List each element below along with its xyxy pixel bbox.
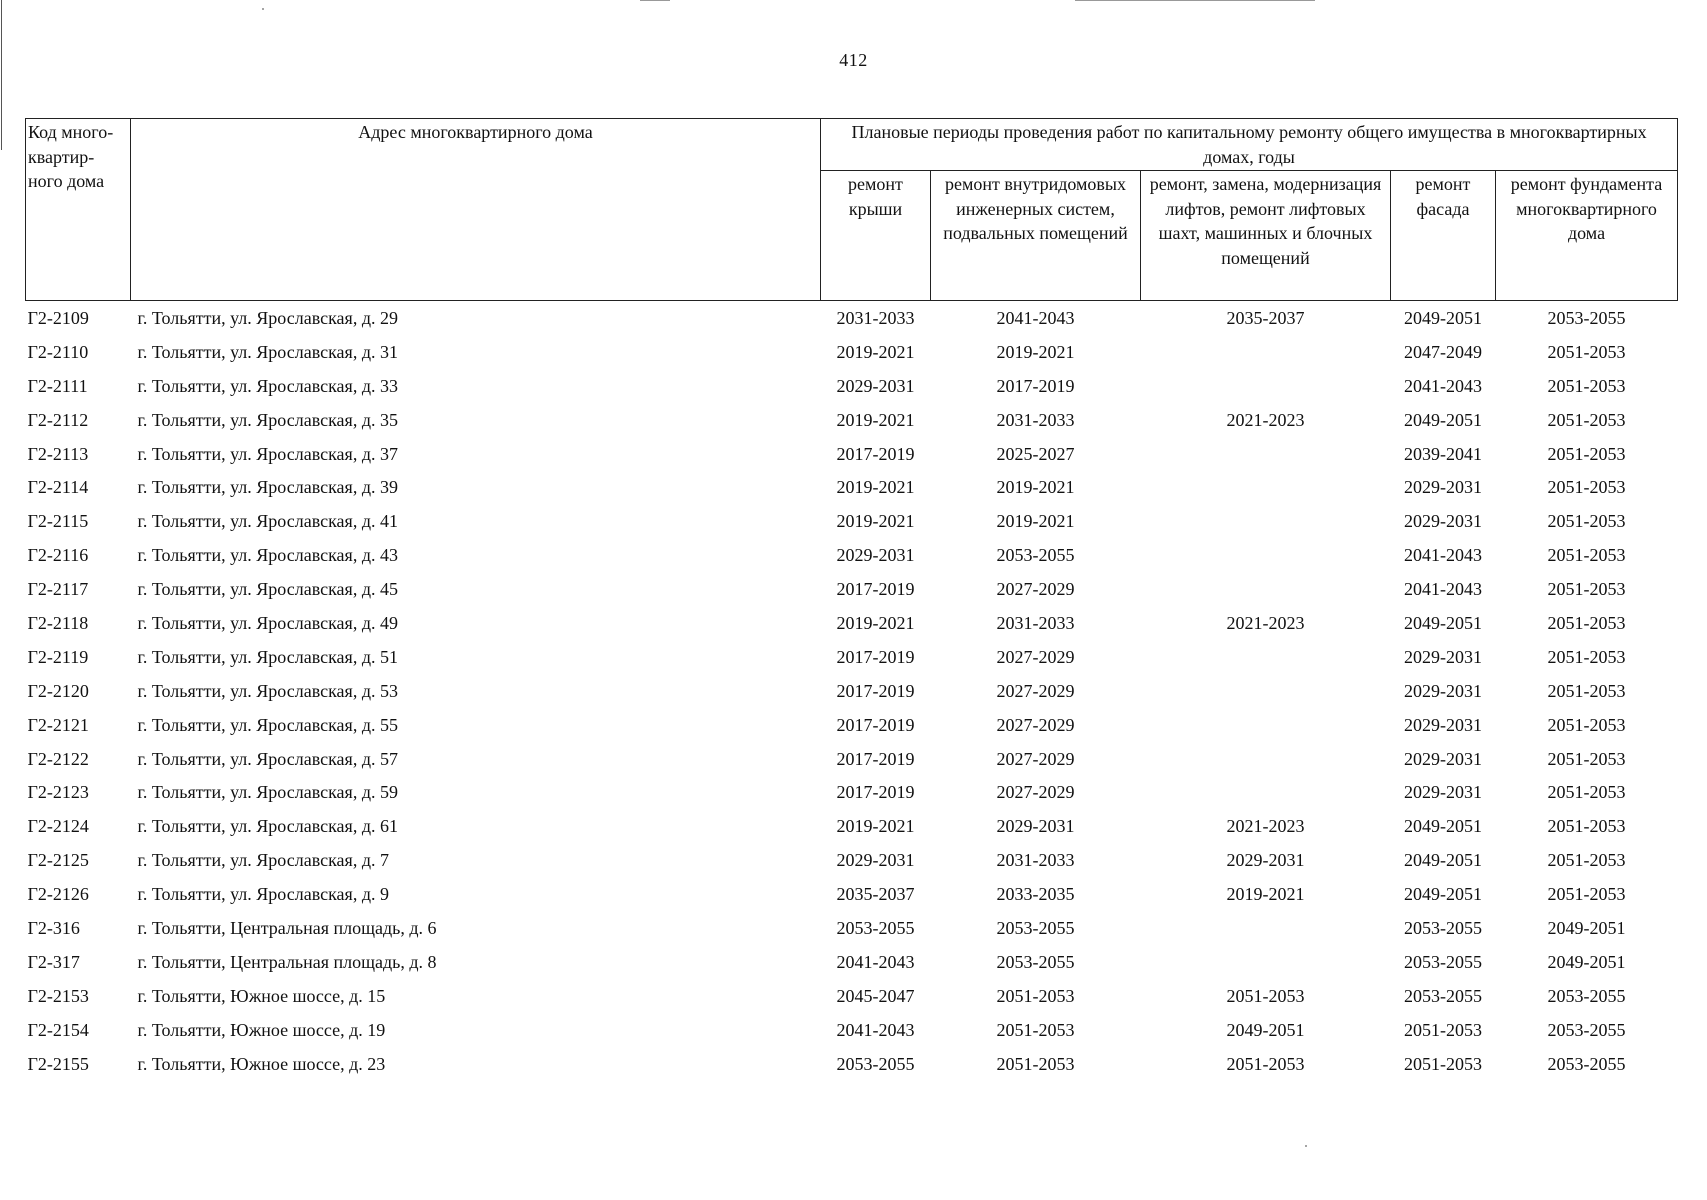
table-header [26, 119, 1678, 301]
header-roof: ремонт крыши [821, 171, 931, 301]
cell-foundation: 2051-2053 [1547, 579, 1626, 600]
cell-facade: 2047-2049 [1404, 341, 1482, 362]
cell-facade: 2053-2055 [1404, 951, 1482, 972]
cell-code: Г2-2126 [27, 884, 89, 905]
cell-systems: 2027-2029 [996, 680, 1075, 701]
cell-facade: 2051-2053 [1404, 1019, 1482, 1040]
cell-foundation: 2053-2055 [1547, 1053, 1626, 1074]
cell-address: г. Тольятти, Центральная площадь, д. 6 [137, 917, 437, 938]
cell-facade: 2041-2043 [1404, 375, 1482, 396]
cell-systems: 2029-2031 [996, 816, 1075, 837]
cell-roof: 2029-2031 [836, 850, 915, 871]
cell-lifts: 2021-2023 [1226, 409, 1305, 430]
table-row [26, 742, 1678, 776]
cell-systems: 2019-2021 [996, 341, 1075, 362]
cell-systems: 2027-2029 [996, 782, 1075, 803]
cell-roof: 2019-2021 [836, 511, 915, 532]
cell-roof: 2017-2019 [836, 782, 915, 803]
header-systems: ремонт внутридомовых инженерных систем, подвальных помещений [931, 171, 1141, 301]
cell-address: г. Тольятти, ул. Ярославская, д. 59 [137, 782, 398, 803]
cell-address: г. Тольятти, ул. Ярославская, д. 33 [137, 375, 398, 396]
table-row [26, 708, 1678, 742]
cell-systems: 2017-2019 [996, 375, 1075, 396]
table-row [26, 538, 1678, 572]
cell-systems: 2027-2029 [996, 714, 1075, 735]
cell-roof: 2019-2021 [836, 477, 915, 498]
cell-facade: 2049-2051 [1404, 409, 1482, 430]
cell-code: Г2-2116 [27, 545, 89, 566]
cell-address: г. Тольятти, ул. Ярославская, д. 57 [137, 748, 398, 769]
cell-facade: 2029-2031 [1404, 748, 1482, 769]
cell-code: Г2-317 [27, 951, 80, 972]
cell-address: г. Тольятти, Центральная площадь, д. 8 [137, 951, 437, 972]
cell-roof: 2019-2021 [836, 341, 915, 362]
cell-foundation: 2051-2053 [1547, 409, 1626, 430]
cell-foundation: 2051-2053 [1547, 748, 1626, 769]
cell-code: Г2-2117 [27, 579, 89, 600]
cell-lifts [1141, 504, 1391, 538]
cell-roof: 2017-2019 [836, 443, 915, 464]
cell-lifts: 2035-2037 [1226, 307, 1305, 328]
cell-facade: 2053-2055 [1404, 985, 1482, 1006]
cell-facade: 2049-2051 [1404, 884, 1482, 905]
scan-speck [1305, 1145, 1307, 1147]
cell-code: Г2-2125 [27, 850, 89, 871]
cell-code: Г2-2111 [27, 375, 88, 396]
cell-systems: 2031-2033 [996, 612, 1075, 633]
cell-facade: 2049-2051 [1404, 612, 1482, 633]
cell-roof: 2041-2043 [836, 1019, 915, 1040]
cell-lifts [1141, 674, 1391, 708]
cell-systems: 2031-2033 [996, 850, 1075, 871]
cell-code: Г2-2153 [27, 985, 89, 1006]
cell-foundation: 2053-2055 [1547, 307, 1626, 328]
cell-facade: 2051-2053 [1404, 1053, 1482, 1074]
cell-systems: 2053-2055 [996, 917, 1075, 938]
cell-lifts: 2029-2031 [1226, 850, 1305, 871]
cell-foundation: 2051-2053 [1547, 443, 1626, 464]
cell-systems: 2051-2053 [996, 1053, 1075, 1074]
cell-address: г. Тольятти, ул. Ярославская, д. 39 [137, 477, 398, 498]
cell-systems: 2053-2055 [996, 545, 1075, 566]
table-body [26, 301, 1678, 1081]
cell-facade: 2049-2051 [1404, 850, 1482, 871]
cell-systems: 2051-2053 [996, 1019, 1075, 1040]
scan-edge-line [1, 0, 2, 150]
scan-speck [262, 8, 264, 10]
cell-lifts [1141, 335, 1391, 369]
cell-address: г. Тольятти, ул. Ярославская, д. 29 [137, 307, 398, 328]
cell-roof: 2019-2021 [836, 612, 915, 633]
cell-foundation: 2053-2055 [1547, 1019, 1626, 1040]
cell-address: г. Тольятти, ул. Ярославская, д. 35 [137, 409, 398, 430]
cell-code: Г2-2112 [27, 409, 89, 430]
table-row [26, 403, 1678, 437]
cell-lifts [1141, 708, 1391, 742]
cell-roof: 2029-2031 [836, 375, 915, 396]
table-row [26, 572, 1678, 606]
cell-foundation: 2051-2053 [1547, 850, 1626, 871]
cell-roof: 2041-2043 [836, 951, 915, 972]
header-planned-periods: Плановые периоды проведения работ по капитальному ремонту общего имущества в многоквартирных домах, годы [821, 119, 1678, 171]
cell-roof: 2019-2021 [836, 816, 915, 837]
cell-lifts [1141, 572, 1391, 606]
cell-code: Г2-2113 [27, 443, 89, 464]
cell-lifts [1141, 538, 1391, 572]
cell-roof: 2017-2019 [836, 579, 915, 600]
cell-address: г. Тольятти, ул. Ярославская, д. 55 [137, 714, 398, 735]
cell-address: г. Тольятти, ул. Ярославская, д. 61 [137, 816, 398, 837]
table-row [26, 945, 1678, 979]
cell-code: Г2-2114 [27, 477, 89, 498]
cell-roof: 2017-2019 [836, 748, 915, 769]
cell-code: Г2-2123 [27, 782, 89, 803]
table-row [26, 437, 1678, 471]
cell-facade: 2053-2055 [1404, 917, 1482, 938]
cell-foundation: 2051-2053 [1547, 375, 1626, 396]
cell-foundation: 2051-2053 [1547, 884, 1626, 905]
cell-code: Г2-316 [27, 917, 80, 938]
cell-facade: 2049-2051 [1404, 816, 1482, 837]
cell-foundation: 2051-2053 [1547, 714, 1626, 735]
scan-artifact [1075, 0, 1315, 1]
cell-foundation: 2051-2053 [1547, 477, 1626, 498]
cell-foundation: 2051-2053 [1547, 612, 1626, 633]
table-row [26, 1013, 1678, 1047]
cell-foundation: 2051-2053 [1547, 816, 1626, 837]
cell-systems: 2053-2055 [996, 951, 1075, 972]
cell-lifts: 2049-2051 [1226, 1019, 1305, 1040]
table-row [26, 470, 1678, 504]
table-row [26, 911, 1678, 945]
cell-address: г. Тольятти, ул. Ярославская, д. 7 [137, 850, 389, 871]
cell-address: г. Тольятти, ул. Ярославская, д. 31 [137, 341, 398, 362]
cell-roof: 2019-2021 [836, 409, 915, 430]
header-code: Код много-квартир-ного дома [26, 119, 131, 301]
cell-roof: 2035-2037 [836, 884, 915, 905]
table-row [26, 640, 1678, 674]
header-foundation: ремонт фундамента многоквартирного дома [1496, 171, 1678, 301]
cell-roof: 2053-2055 [836, 917, 915, 938]
capital-repair-table [25, 118, 1678, 1080]
table-row [26, 606, 1678, 640]
cell-address: г. Тольятти, ул. Ярославская, д. 9 [137, 884, 389, 905]
cell-roof: 2017-2019 [836, 680, 915, 701]
cell-code: Г2-2124 [27, 816, 89, 837]
cell-lifts: 2051-2053 [1226, 985, 1305, 1006]
header-address: Адрес многоквартирного дома [131, 119, 821, 301]
cell-facade: 2029-2031 [1404, 646, 1482, 667]
cell-lifts [1141, 369, 1391, 403]
table-row [26, 1047, 1678, 1081]
table-row [26, 843, 1678, 877]
cell-code: Г2-2110 [27, 341, 89, 362]
cell-foundation: 2049-2051 [1547, 951, 1626, 972]
cell-systems: 2027-2029 [996, 579, 1075, 600]
cell-foundation: 2053-2055 [1547, 985, 1626, 1006]
cell-roof: 2017-2019 [836, 714, 915, 735]
cell-facade: 2029-2031 [1404, 782, 1482, 803]
cell-address: г. Тольятти, ул. Ярославская, д. 53 [137, 680, 398, 701]
cell-address: г. Тольятти, ул. Ярославская, д. 51 [137, 646, 398, 667]
cell-facade: 2029-2031 [1404, 714, 1482, 735]
cell-facade: 2039-2041 [1404, 443, 1482, 464]
cell-roof: 2031-2033 [836, 307, 915, 328]
cell-systems: 2033-2035 [996, 884, 1075, 905]
cell-address: г. Тольятти, Южное шоссе, д. 23 [137, 1053, 386, 1074]
cell-facade: 2029-2031 [1404, 477, 1482, 498]
scan-artifact [640, 0, 670, 1]
cell-code: Г2-2109 [27, 307, 89, 328]
cell-code: Г2-2120 [27, 680, 89, 701]
cell-foundation: 2051-2053 [1547, 511, 1626, 532]
cell-code: Г2-2121 [27, 714, 89, 735]
cell-systems: 2019-2021 [996, 511, 1075, 532]
cell-foundation: 2051-2053 [1547, 782, 1626, 803]
cell-facade: 2041-2043 [1404, 579, 1482, 600]
cell-systems: 2031-2033 [996, 409, 1075, 430]
cell-roof: 2045-2047 [836, 985, 915, 1006]
cell-foundation: 2051-2053 [1547, 680, 1626, 701]
cell-lifts: 2051-2053 [1226, 1053, 1305, 1074]
cell-lifts: 2019-2021 [1226, 884, 1305, 905]
cell-code: Г2-2119 [27, 646, 89, 667]
cell-lifts [1141, 775, 1391, 809]
cell-systems: 2027-2029 [996, 646, 1075, 667]
cell-address: г. Тольятти, ул. Ярославская, д. 49 [137, 612, 398, 633]
cell-systems: 2019-2021 [996, 477, 1075, 498]
cell-lifts [1141, 945, 1391, 979]
cell-roof: 2053-2055 [836, 1053, 915, 1074]
table-row [26, 504, 1678, 538]
cell-lifts [1141, 640, 1391, 674]
cell-address: г. Тольятти, Южное шоссе, д. 19 [137, 1019, 386, 1040]
cell-foundation: 2051-2053 [1547, 545, 1626, 566]
table-row [26, 775, 1678, 809]
cell-address: г. Тольятти, ул. Ярославская, д. 41 [137, 511, 398, 532]
cell-code: Г2-2155 [27, 1053, 89, 1074]
table-row [26, 335, 1678, 369]
cell-address: г. Тольятти, ул. Ярославская, д. 37 [137, 443, 398, 464]
cell-lifts [1141, 742, 1391, 776]
cell-code: Г2-2118 [27, 612, 89, 633]
page-number: 412 [839, 50, 868, 70]
cell-facade: 2029-2031 [1404, 511, 1482, 532]
cell-roof: 2017-2019 [836, 646, 915, 667]
cell-address: г. Тольятти, ул. Ярославская, д. 43 [137, 545, 398, 566]
header-facade: ремонт фасада [1391, 171, 1496, 301]
cell-lifts: 2021-2023 [1226, 816, 1305, 837]
cell-lifts [1141, 437, 1391, 471]
cell-code: Г2-2115 [27, 511, 89, 532]
cell-systems: 2025-2027 [996, 443, 1075, 464]
cell-lifts: 2021-2023 [1226, 612, 1305, 633]
table-row [26, 877, 1678, 911]
table-row [26, 369, 1678, 403]
table-row [26, 979, 1678, 1013]
table-row [26, 809, 1678, 843]
cell-code: Г2-2122 [27, 748, 89, 769]
cell-address: г. Тольятти, ул. Ярославская, д. 45 [137, 579, 398, 600]
cell-foundation: 2049-2051 [1547, 917, 1626, 938]
table-row [26, 674, 1678, 708]
cell-code: Г2-2154 [27, 1019, 89, 1040]
header-lifts: ремонт, замена, модернизация лифтов, ремонт лифтовых шахт, машинных и блочных помещений [1141, 171, 1391, 301]
cell-facade: 2049-2051 [1404, 307, 1482, 328]
cell-systems: 2027-2029 [996, 748, 1075, 769]
cell-foundation: 2051-2053 [1547, 341, 1626, 362]
cell-roof: 2029-2031 [836, 545, 915, 566]
cell-address: г. Тольятти, Южное шоссе, д. 15 [137, 985, 386, 1006]
cell-foundation: 2051-2053 [1547, 646, 1626, 667]
cell-lifts [1141, 470, 1391, 504]
cell-facade: 2029-2031 [1404, 680, 1482, 701]
table-row [26, 301, 1678, 335]
cell-lifts [1141, 911, 1391, 945]
cell-systems: 2051-2053 [996, 985, 1075, 1006]
cell-facade: 2041-2043 [1404, 545, 1482, 566]
cell-systems: 2041-2043 [996, 307, 1075, 328]
